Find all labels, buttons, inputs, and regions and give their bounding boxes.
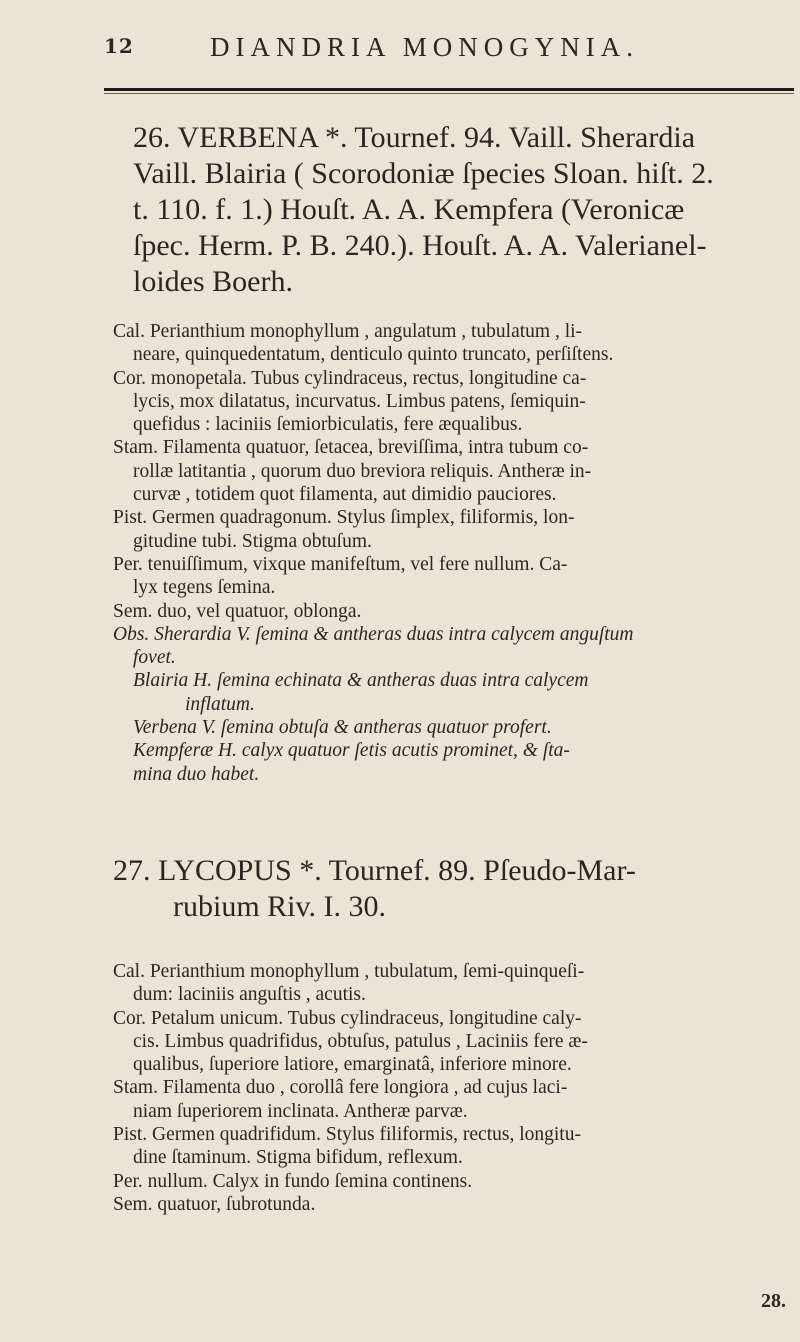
text-line: rollæ latitantia , quorum duo breviora reliquis. Antheræ in- [133,460,592,482]
entry-27-description [113,960,793,1216]
text-line: curvæ , totidem quot filamenta, aut dimidio pauciores. [133,484,557,506]
text-line: Cal. Perianthium monophyllum , tubulatum, ſemi-quinqueſi- [113,961,585,982]
text-line: Cor. monopetala. Tubus cylindraceus, rectus, longitudine ca- [113,367,587,389]
text-line: Pist. Germen quadragonum. Stylus ſimplex, filiformis, lon- [113,507,575,529]
text-line: fovet. [133,647,176,669]
text-line: Pist. Germen quadrifidum. Stylus filiformis, rectus, longitu- [113,1124,581,1146]
text-line: Stam. Filamenta quatuor, ſetacea, breviſſima, intra tubum co- [113,437,589,459]
text-line: Sem. quatuor, ſubrotunda. [113,1193,316,1215]
text-line: gitudine tubi. Stigma obtuſum. [133,530,372,552]
heading-line: t. 110. f. 1.) Houſt. A. A. Kempfera (Veronicæ [133,193,685,226]
text-line: Per. nullum. Calyx in fundo ſemina continens. [113,1170,473,1192]
text-line: inflatum. [185,693,255,715]
text-line: Cal. Perianthium monophyllum , angulatum , tubulatum , li- [113,321,583,342]
text-line: dum: laciniis anguſtis , acutis. [133,984,366,1006]
text-line: quefidus : laciniis ſemiorbiculatis, fere æqualibus. [133,414,523,436]
text-line: Verbena V. ſemina obtuſa & antheras quatuor profert. [133,717,552,739]
entry-26-heading [133,120,783,300]
page-number: 12 [104,34,134,58]
text-line: lyx tegens ſemina. [133,577,276,599]
text-line: niam ſuperiorem inclinata. Antheræ parvæ. [133,1100,468,1122]
text-line: cis. Limbus quadrifidus, obtuſus, patulus , Laciniis fere æ- [133,1030,588,1052]
text-line: Obs. Sherardia V. ſemina & antheras duas intra calycem anguſtum [113,623,634,645]
header-rule-thin [104,93,794,94]
text-line: Per. tenuiſſimum, vixque manifeſtum, vel fere nullum. Ca- [113,553,568,575]
entry-27-heading [113,853,783,925]
text-line: neare, quinquedentatum, denticulo quinto truncato, perſiſtens. [133,344,614,366]
text-line: Blairia H. ſemina echinata & antheras duas intra calycem [133,670,589,692]
catchword: 28. [761,1290,786,1312]
text-line: mina duo habet. [133,763,260,785]
text-line: Cor. Petalum unicum. Tubus cylindraceus, longitudine caly- [113,1007,582,1029]
text-line: Sem. duo, vel quatuor, oblonga. [113,600,362,622]
text-line: lycis, mox dilatatus, incurvatus. Limbus patens, ſemiquin- [133,390,586,412]
heading-line: 26. VERBENA *. Tournef. 94. Vaill. Sherardia [133,121,696,154]
heading-line: loides Boerh. [133,265,293,298]
text-line: dine ſtaminum. Stigma bifidum, reflexum. [133,1147,463,1169]
running-head: DIANDRIA MONOGYNIA. [210,32,639,62]
entry-26-description [113,320,793,786]
heading-line: 27. LYCOPUS *. Tournef. 89. Pſeudo-Mar- [113,854,636,887]
heading-line: rubium Riv. I. 30. [173,890,387,923]
text-line: qualibus, ſuperiore latiore, emarginatâ, inferiore minore. [133,1054,572,1076]
text-line: Kempferæ H. calyx quatuor ſetis acutis prominet, & ſta- [133,740,570,762]
page-header [0,22,800,62]
text-line: Stam. Filamenta duo , corollâ fere longiora , ad cujus laci- [113,1077,568,1099]
header-rule [104,88,794,91]
heading-line: ſpec. Herm. P. B. 240.). Houſt. A. A. Valerianel- [133,229,707,262]
heading-line: Vaill. Blairia ( Scorodoniæ ſpecies Sloan. hiſt. 2. [133,157,714,190]
